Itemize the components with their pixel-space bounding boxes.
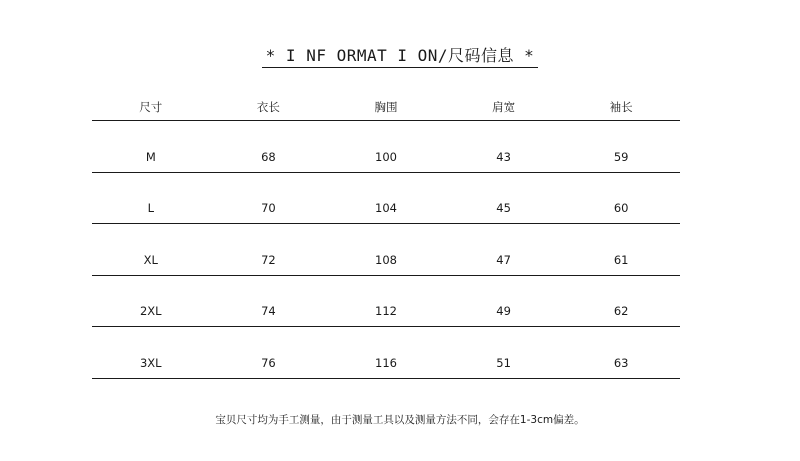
header-shoulder: 肩宽 [492, 100, 516, 114]
cell-shoulder: 43 [496, 149, 511, 164]
cell-sleeve: 62 [613, 304, 629, 318]
cell-chest: 112 [375, 304, 397, 318]
cell-length: 70 [261, 201, 276, 215]
measurement-footnote: 宝贝尺寸均为手工测量，由于测量工具以及测量方法不同，会存在1-3cm偏差。 [215, 414, 585, 426]
table-header-row [92, 90, 680, 121]
page-title: * I NF ORMAT I ON/尺码信息 * [262, 46, 539, 68]
table-row [92, 276, 680, 328]
table-row [92, 173, 680, 225]
cell-size: 3XL [139, 355, 162, 370]
cell-sleeve: 61 [613, 252, 629, 267]
cell-shoulder: 45 [496, 201, 511, 215]
cell-size: M [145, 149, 156, 164]
cell-length: 74 [261, 304, 276, 318]
cell-shoulder: 47 [496, 252, 511, 267]
cell-sleeve: 60 [613, 201, 629, 215]
cell-chest: 104 [375, 201, 397, 215]
cell-size: XL [143, 252, 158, 267]
cell-chest: 108 [375, 252, 397, 267]
header-length: 衣长 [256, 100, 280, 114]
cell-sleeve: 63 [613, 355, 629, 370]
cell-chest: 116 [375, 355, 397, 370]
cell-size: L [147, 201, 154, 215]
title-container [0, 46, 800, 68]
cell-shoulder: 49 [496, 304, 511, 318]
cell-shoulder: 51 [496, 355, 511, 370]
cell-length: 68 [261, 149, 276, 164]
cell-length: 76 [261, 355, 276, 370]
size-chart-table [92, 90, 680, 379]
table-row [92, 224, 680, 276]
table-row [92, 121, 680, 173]
cell-size: 2XL [139, 304, 162, 318]
header-chest: 胸围 [374, 100, 398, 114]
header-size: 尺寸 [139, 100, 163, 114]
table-row [92, 327, 680, 379]
cell-sleeve: 59 [613, 149, 629, 164]
header-sleeve: 袖长 [609, 100, 633, 114]
cell-length: 72 [261, 252, 276, 267]
cell-chest: 100 [375, 149, 397, 164]
